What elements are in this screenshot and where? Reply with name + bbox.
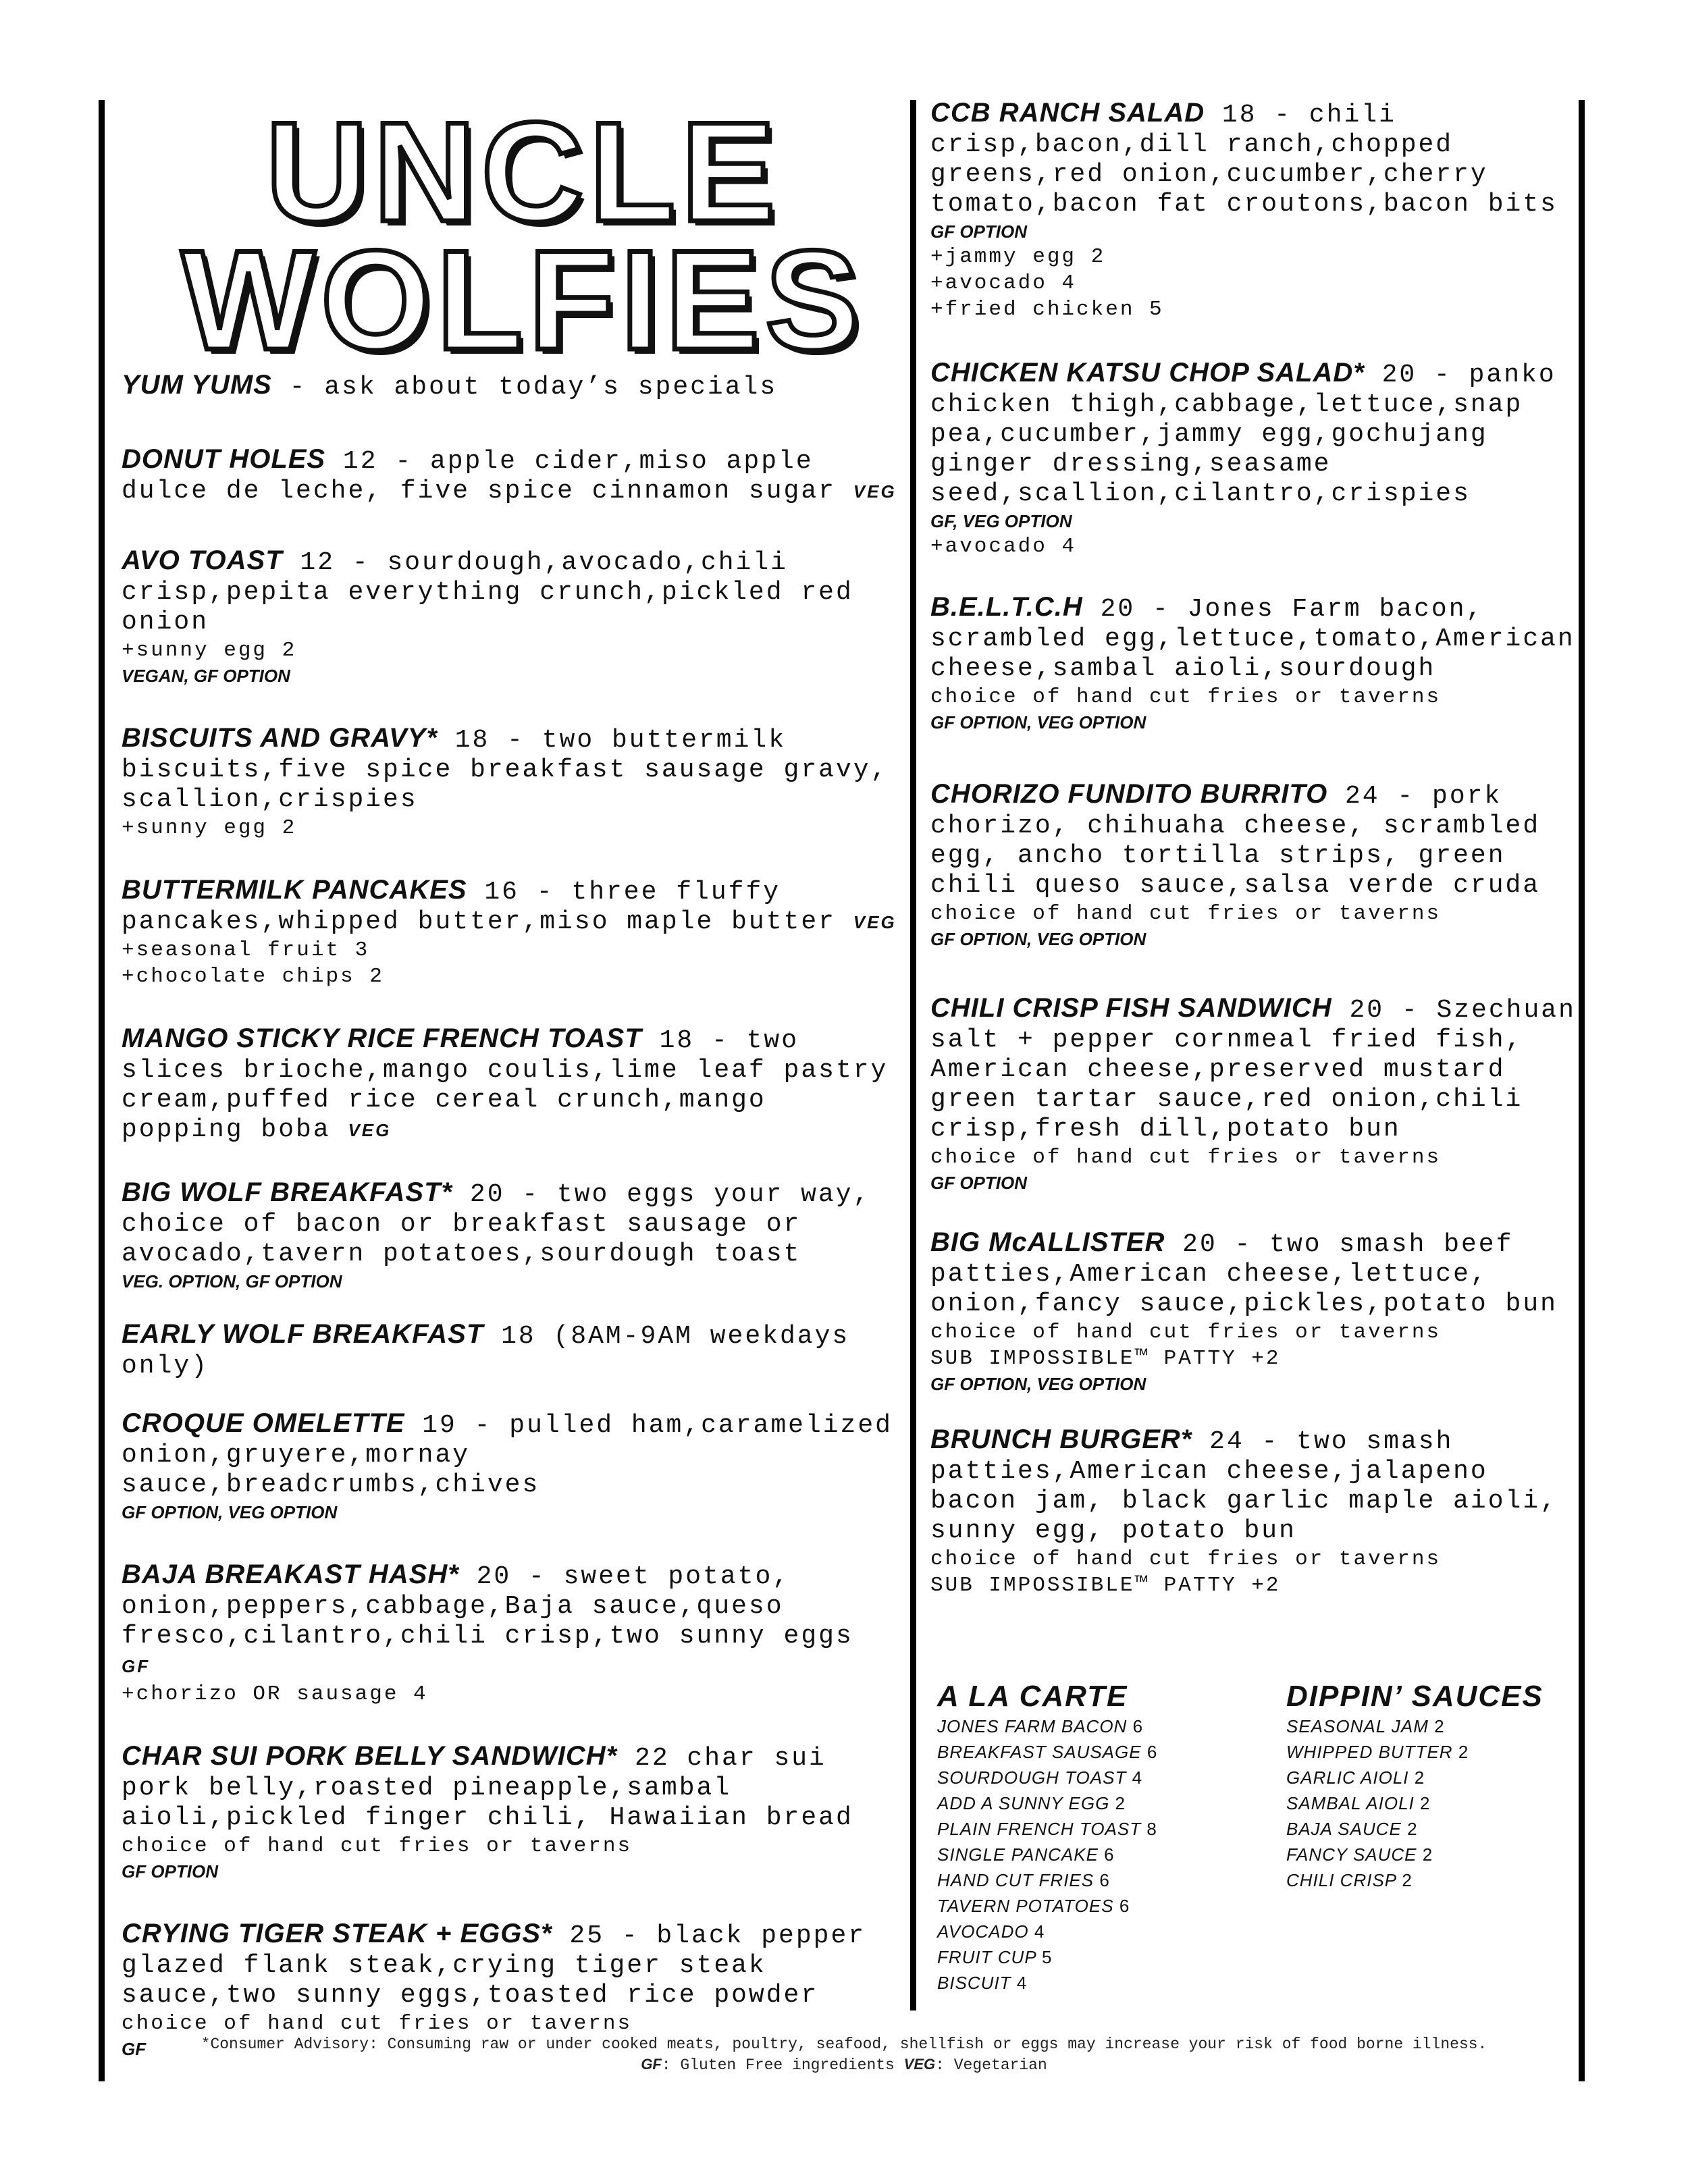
list-item-name: JONES FARM BACON xyxy=(937,1716,1128,1736)
right-border-rule xyxy=(1579,100,1585,2081)
left-border-rule xyxy=(99,100,105,2081)
diet-option-tag: GF OPTION, VEG OPTION xyxy=(930,712,1146,733)
diet-tag: GF xyxy=(122,1656,151,1676)
item-addon: choice of hand cut fries or taverns xyxy=(930,1321,1442,1344)
item-description: 16 - three fluffy pancakes,whipped butter,miso maple butter xyxy=(122,878,853,936)
item-description: 12 - apple cider,miso apple dulce de leche, five spice cinnamon sugar xyxy=(122,447,853,506)
legend-veg-key: VEG xyxy=(903,2056,936,2073)
item-addon: +sunny egg 2 xyxy=(122,816,297,840)
item-description: 18 - two buttermilk biscuits,five spice breakfast sausage gravy, scallion,crispies xyxy=(122,726,889,814)
item-name: CRYING TIGER STEAK + EGGS* xyxy=(122,1919,552,1948)
item-description-line xyxy=(122,1408,898,1500)
item-name: CHAR SUI PORK BELLY SANDWICH* xyxy=(122,1741,618,1771)
diet-tag: VEG xyxy=(853,481,897,502)
menu-item xyxy=(930,358,1579,560)
menu-item xyxy=(122,444,898,506)
list-item-name: BAJA SAUCE xyxy=(1286,1819,1402,1839)
list-item-name: AVOCADO xyxy=(937,1921,1029,1942)
menu-list-item xyxy=(1286,1765,1570,1790)
item-description-line xyxy=(930,592,1579,684)
list-item-name: HAND CUT FRIES xyxy=(937,1870,1094,1890)
item-description-line xyxy=(122,1560,898,1681)
list-item-price: 6 xyxy=(1104,1844,1115,1865)
restaurant-logo xyxy=(155,92,891,379)
dippin-sauces-section xyxy=(1286,1680,1570,1893)
legend-veg-text: : Vegetarian xyxy=(935,2056,1047,2074)
item-description-line xyxy=(930,993,1579,1144)
menu-list-item xyxy=(937,1944,1255,1970)
legend xyxy=(101,2054,1587,2075)
logo-line-wolfies: WOLFIES xyxy=(181,221,866,379)
item-name: BISCUITS AND GRAVY* xyxy=(122,723,438,753)
menu-list-item xyxy=(937,1919,1255,1944)
dippin-sauces-title: DIPPIN’ SAUCES xyxy=(1286,1680,1544,1713)
diet-option-tag: GF OPTION xyxy=(930,221,1027,242)
item-name: AVO TOAST xyxy=(122,545,283,575)
item-name: BRUNCH BURGER* xyxy=(930,1424,1192,1454)
menu-list-item xyxy=(1286,1867,1570,1893)
item-description: 18 (8AM-9AM weekdays only) xyxy=(122,1322,850,1381)
menu-list-item xyxy=(937,1739,1255,1765)
list-item-price: 5 xyxy=(1041,1947,1053,1967)
menu-list-item xyxy=(1286,1842,1570,1867)
diet-tag: VEG xyxy=(348,1120,392,1140)
menu-item xyxy=(930,1227,1579,1396)
item-description: 20 - sweet potato, onion,peppers,cabbage,Baja sauce,queso fresco,cilantro,chili crisp,two sunny eggs xyxy=(122,1562,853,1651)
item-description-line xyxy=(930,1424,1579,1546)
list-item-price: 2 xyxy=(1414,1767,1425,1788)
item-description-line xyxy=(122,1177,898,1269)
list-item-price: 2 xyxy=(1419,1793,1431,1813)
diet-option-tag: VEG. OPTION, GF OPTION xyxy=(122,1271,342,1291)
logo-line-uncle: UNCLE xyxy=(265,92,781,251)
item-name: BAJA BREAKAST HASH* xyxy=(122,1560,459,1589)
diet-option-tag: GF OPTION, VEG OPTION xyxy=(930,929,1146,949)
menu-item xyxy=(122,1741,898,1884)
menu-item xyxy=(930,1424,1579,1599)
list-item-name: PLAIN FRENCH TOAST xyxy=(937,1819,1142,1839)
item-addon: choice of hand cut fries or taverns xyxy=(930,1146,1442,1169)
list-item-name: ADD A SUNNY EGG xyxy=(937,1793,1110,1813)
dippin-sauces-list xyxy=(1286,1713,1570,1893)
list-item-price: 6 xyxy=(1099,1870,1110,1890)
item-description-line xyxy=(122,1741,898,1833)
item-description: 20 - Jones Farm bacon, scrambled egg,lettuce,tomato,American cheese,sambal aioli,sourdough xyxy=(930,595,1575,683)
item-name: CHICKEN KATSU CHOP SALAD* xyxy=(930,358,1365,388)
menu-item xyxy=(122,1319,898,1381)
list-item-name: SEASONAL JAM xyxy=(1286,1716,1429,1736)
item-description: 20 - panko chicken thigh,cabbage,lettuce,snap pea,cucumber,jammy egg,gochujang ginger dressing,seasame seed,scallion,cilantro,crispies xyxy=(930,361,1556,508)
menu-item xyxy=(930,98,1579,323)
item-description: 20 - two eggs your way, choice of bacon or breakfast sausage or avocado,tavern potatoes,sourdough toast xyxy=(122,1180,871,1269)
left-menu-column xyxy=(122,370,898,2061)
diet-option-tag: GF OPTION, VEG OPTION xyxy=(122,1502,338,1522)
footer xyxy=(101,2034,1587,2075)
item-description: - ask about today’s specials xyxy=(271,373,778,402)
item-name: CHORIZO FUNDITO BURRITO xyxy=(930,779,1328,809)
legend-gf-key: GF xyxy=(641,2056,662,2073)
item-description: 19 - pulled ham,caramelized onion,gruyere,mornay sauce,breadcrumbs,chives xyxy=(122,1411,893,1499)
item-name: YUM YUMS xyxy=(122,370,272,400)
item-addon: +jammy egg 2 xyxy=(930,245,1106,269)
menu-list-item xyxy=(1286,1790,1570,1816)
item-addon: choice of hand cut fries or taverns xyxy=(122,1834,633,1858)
menu-list-item xyxy=(937,1970,1255,1996)
menu-list-item xyxy=(1286,1816,1570,1842)
item-name: BUTTERMILK PANCAKES xyxy=(122,875,467,905)
item-addon: +chocolate chips 2 xyxy=(122,965,384,988)
list-item-price: 8 xyxy=(1146,1819,1157,1839)
item-description: 20 - Szechuan salt + pepper cornmeal fried fish, American cheese,preserved mustard green tartar sauce,red onion,chili crisp,fresh dill,potato bun xyxy=(930,996,1576,1144)
item-description-line xyxy=(122,1919,898,2010)
a-la-carte-list xyxy=(937,1713,1255,1996)
diet-option-tag: VEGAN, GF OPTION xyxy=(122,666,290,686)
menu-list-item xyxy=(937,1765,1255,1790)
menu-list-item xyxy=(1286,1713,1570,1739)
consumer-advisory: *Consumer Advisory: Consuming raw or under cooked meats, poultry, seafood, shellfish or eggs may increase your risk of food borne illness. xyxy=(201,2035,1487,2053)
menu-list-item xyxy=(937,1867,1255,1893)
item-name: BIG WOLF BREAKFAST* xyxy=(122,1177,453,1207)
list-item-price: 2 xyxy=(1115,1793,1126,1813)
item-addon: +chorizo OR sausage 4 xyxy=(122,1682,428,1706)
item-name: MANGO STICKY RICE FRENCH TOAST xyxy=(122,1023,642,1053)
list-item-name: BISCUIT xyxy=(937,1973,1011,1993)
diet-option-tag: GF OPTION, VEG OPTION xyxy=(930,1374,1146,1394)
item-description: 24 - pork chorizo, chihuaha cheese, scrambled egg, ancho tortilla strips, green chili queso sauce,salsa verde cruda xyxy=(930,782,1541,900)
list-item-price: 6 xyxy=(1146,1742,1158,1762)
list-item-name: FRUIT CUP xyxy=(937,1947,1036,1967)
item-addon: +avocado 4 xyxy=(930,271,1077,295)
item-description-line xyxy=(122,1023,898,1145)
menu-list-item xyxy=(937,1816,1255,1842)
menu-item xyxy=(122,1560,898,1707)
item-name: CHILI CRISP FISH SANDWICH xyxy=(930,993,1332,1023)
list-item-name: BREAKFAST SAUSAGE xyxy=(937,1742,1142,1762)
list-item-price: 4 xyxy=(1034,1921,1045,1942)
diet-option-tag: GF, VEG OPTION xyxy=(930,511,1072,531)
menu-item xyxy=(122,545,898,688)
item-description: 22 char sui pork belly,roasted pineapple,sambal aioli,pickled finger chili, Hawaiian bread xyxy=(122,1744,853,1832)
list-item-name: TAVERN POTATOES xyxy=(937,1896,1114,1916)
item-name: DONUT HOLES xyxy=(122,444,326,474)
item-description-line xyxy=(122,875,898,937)
item-addon: SUB IMPOSSIBLE™ PATTY +2 xyxy=(930,1574,1281,1597)
item-description-line xyxy=(930,358,1579,509)
menu-item xyxy=(122,723,898,841)
menu-list-item xyxy=(1286,1739,1570,1765)
item-description: 18 - chili crisp,bacon,dill ranch,chopped greens,red onion,cucumber,cherry tomato,bacon fat croutons,bacon bits xyxy=(930,101,1558,219)
menu-item xyxy=(122,1408,898,1524)
diet-option-tag: GF xyxy=(122,2039,147,2059)
list-item-name: WHIPPED BUTTER xyxy=(1286,1742,1453,1762)
item-name: EARLY WOLF BREAKFAST xyxy=(122,1319,484,1349)
item-addon: choice of hand cut fries or taverns xyxy=(930,902,1442,926)
list-item-name: GARLIC AIOLI xyxy=(1286,1767,1409,1788)
item-description-line xyxy=(122,370,898,402)
menu-list-item xyxy=(937,1713,1255,1739)
menu-list-item xyxy=(937,1790,1255,1816)
menu-list-item xyxy=(937,1893,1255,1919)
list-item-price: 2 xyxy=(1422,1844,1433,1865)
a-la-carte-title: A LA CARTE xyxy=(937,1680,1128,1713)
menu-item xyxy=(122,1023,898,1145)
list-item-price: 6 xyxy=(1119,1896,1130,1916)
item-description: 12 - sourdough,avocado,chili crisp,pepita everything crunch,pickled red onion xyxy=(122,548,853,637)
menu-item xyxy=(122,1177,898,1294)
item-addon: +sunny egg 2 xyxy=(122,639,297,662)
list-item-name: SOURDOUGH TOAST xyxy=(937,1767,1127,1788)
item-description: 25 - black pepper glazed flank steak,crying tiger steak sauce,two sunny eggs,toasted rice powder xyxy=(122,1921,866,2010)
list-item-price: 2 xyxy=(1458,1742,1469,1762)
diet-option-tag: GF OPTION xyxy=(930,1173,1027,1193)
list-item-price: 2 xyxy=(1402,1870,1413,1890)
diet-option-tag: GF OPTION xyxy=(122,1861,218,1882)
list-item-name: FANCY SAUCE xyxy=(1286,1844,1417,1865)
item-description-line xyxy=(122,1319,898,1381)
item-addon: +fried chicken 5 xyxy=(930,298,1164,321)
item-description-line xyxy=(930,98,1579,219)
item-addon: +avocado 4 xyxy=(930,535,1077,558)
item-description-line xyxy=(930,779,1579,901)
menu-item xyxy=(122,875,898,990)
legend-gf-text: : Gluten Free ingredients xyxy=(661,2056,904,2074)
list-item-name: SAMBAL AIOLI xyxy=(1286,1793,1415,1813)
list-item-name: CHILI CRISP xyxy=(1286,1870,1397,1890)
a-la-carte-section xyxy=(937,1680,1255,1996)
item-description: 18 - two slices brioche,mango coulis,lime leaf pastry cream,puffed rice cereal crunch,mango popping boba xyxy=(122,1026,889,1144)
diet-tag: VEG xyxy=(853,912,897,932)
list-item-price: 2 xyxy=(1434,1716,1445,1736)
menu-item xyxy=(122,370,898,402)
item-description: 20 - two smash beef patties,American cheese,lettuce, onion,fancy sauce,pickles,potato bun xyxy=(930,1230,1558,1319)
item-name: BIG McALLISTER xyxy=(930,1227,1165,1257)
right-menu-column xyxy=(930,98,1579,1599)
item-description-line xyxy=(122,545,898,637)
item-addon: +seasonal fruit 3 xyxy=(122,938,370,962)
item-description-line xyxy=(930,1227,1579,1319)
list-item-price: 4 xyxy=(1132,1767,1143,1788)
item-description: 24 - two smash patties,American cheese,jalapeno bacon jam, black garlic maple aioli, sunny egg, potato bun xyxy=(930,1427,1558,1545)
center-divider-rule xyxy=(910,100,916,2010)
item-addon: SUB IMPOSSIBLE™ PATTY +2 xyxy=(930,1347,1281,1370)
item-addon: choice of hand cut fries or taverns xyxy=(930,685,1442,709)
menu-item xyxy=(930,779,1579,951)
list-item-price: 2 xyxy=(1407,1819,1418,1839)
item-name: CROQUE OMELETTE xyxy=(122,1408,405,1438)
list-item-price: 6 xyxy=(1132,1716,1144,1736)
item-description-line xyxy=(122,723,898,815)
menu-item xyxy=(930,592,1579,735)
item-name: B.E.L.T.C.H xyxy=(930,592,1083,622)
menu-item xyxy=(930,993,1579,1195)
menu-list-item xyxy=(937,1842,1255,1867)
item-addon: choice of hand cut fries or taverns xyxy=(122,2012,633,2035)
item-addon: choice of hand cut fries or taverns xyxy=(930,1547,1442,1571)
item-name: CCB RANCH SALAD xyxy=(930,98,1205,128)
list-item-name: SINGLE PANCAKE xyxy=(937,1844,1099,1865)
item-description-line xyxy=(122,444,898,506)
list-item-price: 4 xyxy=(1016,1973,1028,1993)
